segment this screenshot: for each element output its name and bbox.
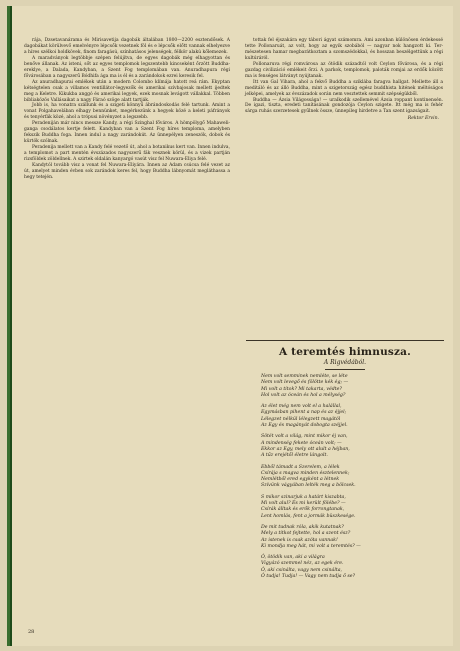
paragraph: A maradványok legtöbbje szépen felújítva, de egyes dagobák még elhagyottan és benőve állanak. Az isteni, sőt az egyes templomok legszentebb kincseként őrzött Buddhaereklye, a Dalada, Kandyban, a Szent Fog templomában van. Anuradhapura régi fővárosában a nagyszerű Bódhifa ága ma is él és a zarándokok ezrei keresik fel. bbox=[24, 55, 230, 79]
poem-line: De mit tudnak róla, akik kutatnak? bbox=[261, 524, 344, 530]
title-divider bbox=[325, 369, 365, 370]
poem-stanza bbox=[246, 555, 444, 580]
paragraph: Az anuradhapurai emlékek után a modern Colombo klímája hatott reá rám. Ekyptan kétségtelen csak a villamos ventillátor-legyezők és amerikai szívbajosak mellett ijedtek meg a Keletre. Kikukba anggó és amerikai legyek, ezek mosnak levágott vállakkal. Többen bibliaközös Vallásaikat a nagy Fáraó szöge alatt tartják. bbox=[24, 79, 230, 103]
poem-line: Az Egy és magányát dobogta széjjel. bbox=[261, 423, 348, 429]
poem-line: Ki mondja meg hát, mi volt a teremtés? — bbox=[261, 543, 361, 549]
poem-subtitle: A Rigvédából. bbox=[323, 359, 367, 366]
paragraph: Buddha — Ázsia Világossága! — uralkodik szellemével Ázsia roppant kontinensén. De igazi, tiszta, eredeti tanításának gondozója Ceylon szigete. Itt még ma is fehér sárga ruhás szerzetesek gyűlnek össze, ünnepileg hirdetve a Tan szent igazságait. bbox=[245, 97, 443, 115]
poem-line: Egymásban pihent a nap és az éjjel; bbox=[261, 410, 347, 416]
paragraph: Itt van Gal Vihara, ahol a fekvő Buddha a sziklába faragva hallgat. Mellette áll a meditáló és az álló Buddha, mint a szigetország egész buddhista hitének méltóságos jelképei, amelyek az évszázadok során nem vesztettek semmit szépségükből. bbox=[245, 79, 443, 97]
poem-title: A teremtés himnusza. bbox=[278, 346, 412, 358]
poem-line: Nem volt levegő és fölötte kék ég; — bbox=[261, 380, 349, 386]
binding-edge bbox=[10, 6, 12, 646]
author-signature: Rektor Ervin. bbox=[407, 116, 439, 122]
paragraph: Peradenija mellett van a Kandy felé vezető út, ahol a botanikus kert van. Innen indulva, a templomot a part mentén évszázados nagyszerű fák vesznek körül, és a vizek partján rizsföldek zöldellnek. A szirtek oldalán kanyargó vasút visz fel Nuwara-Eliya felé. bbox=[24, 145, 230, 163]
poem-line: Sötét volt a világ, mint mikor éj van, bbox=[261, 434, 348, 440]
poem-line: Csírája s magva minden észtelennek; bbox=[261, 470, 350, 476]
poem-stanza bbox=[246, 404, 444, 429]
poem-section bbox=[246, 340, 444, 633]
poem-line: Mi volt alul? És mi került fölébe? — bbox=[261, 501, 346, 507]
poem-stanza bbox=[246, 525, 444, 550]
poem-stanza bbox=[246, 465, 444, 490]
poem-line: Az élet még nem volt el a halállal, bbox=[261, 404, 342, 410]
poem-line: Nemlétből ered egyként a létnek bbox=[261, 477, 340, 483]
poem-line: Lélegzet nélkül lélegzett magától bbox=[261, 416, 341, 422]
paragraph: Peradeniján már nincs messze Kandy, a régi Szinghal főváros. A hömpölygő Mahaweli-ganga csodálatos kertje felett. Kandyban van a Szent Fog híres temploma, amelyben fekszik Buddha foga. Innen indul a nagy zarándokút. Az ünnepélyen zeneszók, dobok és kürtök szólnak. bbox=[24, 121, 230, 145]
paragraph: Kandytól tovább visz a vonat fel Nuwara-Eliyára. Innen az Adam csúcsa felé vezet az út, amelyet minden évben sok zarándok keres fel, hogy Buddha lábnyomát megláthassa a hegy tetején. bbox=[24, 163, 230, 180]
poem-line: Ó, aki csinálta, vagy nem csinálta, bbox=[261, 567, 342, 573]
poem-stanza bbox=[246, 374, 444, 399]
poem-line: Mely a titkot fejtette, hol a szent ész? bbox=[261, 531, 351, 537]
paragraph: Pollonaruva régi romvárosa az ötödik századtól volt Ceylon fővárosa, és a régi gazdag civilizáció emlékeit őrzi. A parkok, templomok, paloták romjai az erdők között ma is fenséges látványt nyújtanak. bbox=[245, 61, 443, 79]
poem-stanza bbox=[246, 495, 444, 520]
poem-stanzas bbox=[246, 374, 444, 580]
poem-line: Nem volt semminek nemléte, se léte bbox=[261, 374, 348, 379]
poem-line: A mindenség fekete óceán volt; — bbox=[261, 440, 342, 446]
left-article-column bbox=[24, 38, 230, 181]
right-article-column bbox=[245, 38, 443, 122]
poem-line: S mikor szinarjuk a határt kiszabta, bbox=[261, 494, 346, 500]
poem-line: Csírák álltak és erők forrongtanak, bbox=[261, 507, 345, 513]
paragraph: rája, Dzsetavanárama és Mirisavetija dagobák általában 1800—2200 esztendősek. A dagobákat körülvevő emelvényre lépcsők vezetnek föl és e lépcsők előtt vannak elhelyezve a híres szélkoi holdkövek, finom faragású, színhatásos jelenségek, félkör alakú kőlemezek. bbox=[24, 38, 230, 55]
poem-line: Ó, ötödik van, aki a világra bbox=[261, 555, 325, 561]
poem-line: Az istenek is csak azóta vannak! bbox=[261, 537, 338, 543]
poem-line: Ebből támadt a Szerelem, a lélek bbox=[261, 464, 340, 470]
poem-stanza bbox=[246, 434, 444, 459]
poem-line: Ekkor az Egy, mely ott alult a héjban, bbox=[261, 446, 350, 452]
poem-line: Vigyázó szemmel néz, az egek ére. bbox=[261, 561, 344, 567]
page-number: 28 bbox=[28, 629, 35, 635]
poem-line: Hol volt az óceán és hol a mélység? bbox=[261, 392, 346, 398]
poem-line: Szívünk vágyában lelték meg a bölcsek. bbox=[261, 483, 356, 489]
poem-line: Mi volt a titok? Mi takarta, védte? bbox=[261, 386, 342, 392]
poem-line: A tűz erejétől életre lángolt. bbox=[261, 453, 328, 459]
poem-line: Lent homlás, fent a jormák büszkesége. bbox=[261, 513, 356, 519]
paragraph: Jobb is, ha vonatra szállunk és a szigeti könnyű ábrándoskodás felé tartunk. Amint a vonat Polgahavelában elhagy bennünket, megérkezünk a hegyek közé a keleti páfrányok és tenyérfák közé, ahol a trópusi növényzet a legszebb. bbox=[24, 103, 230, 121]
magazine-page bbox=[7, 6, 453, 646]
poem-line: Ó tudja! Tudja! — Vagy nem tudja ő se? bbox=[261, 574, 356, 580]
paragraph: tottak fel éjszakára egy tábori ágyat számomra. Ami azonban különösen érdekessé tette Pollonaruát, az volt, hogy az egyik szobából — nagyar nok hangzott ki. Természetesen hamar megbarátkoztam a szomszédokkal, és hosszan beszélgettünk a régi kultúráról. bbox=[245, 38, 443, 61]
